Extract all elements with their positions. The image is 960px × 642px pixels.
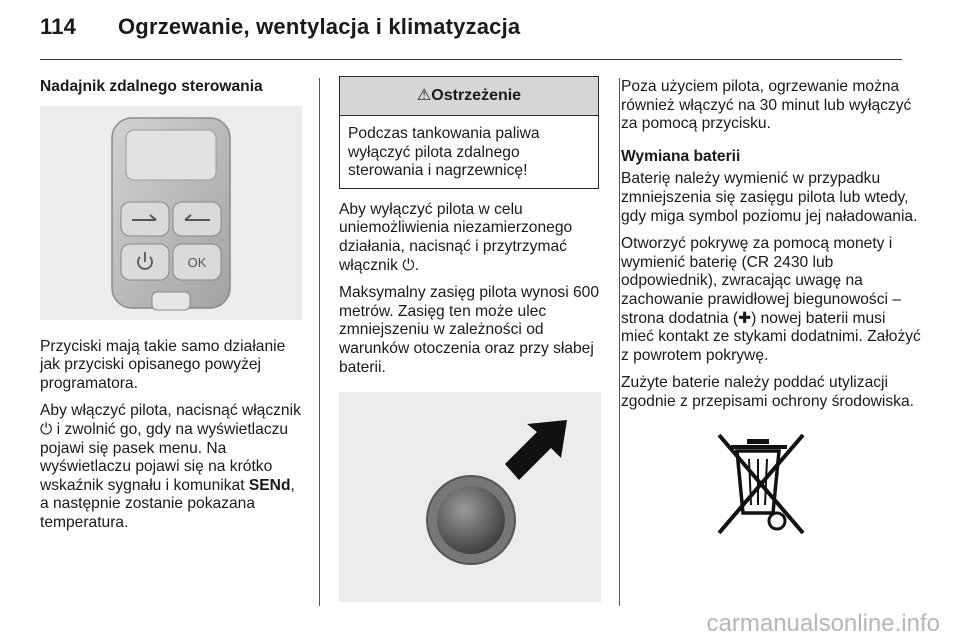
crossed-bin-icon bbox=[709, 433, 819, 538]
remote-heading: Nadajnik zdalnego sterowania bbox=[40, 78, 263, 95]
col3-paragraph-3: Otworzyć pokrywę za pomocą monety i wymienić baterię (CR 2430 lub odpowiednik), zwracając uwagę na zachowanie prawidłowej biegunowości – strona dodatnia (✚) nowej baterii musi mieć kontakt ze stykami dodatnimi. Założyć z powrotem pokrywę. bbox=[621, 235, 921, 364]
page-title: Ogrzewanie, wentylacja i klimatyzacja bbox=[118, 14, 521, 39]
warning-box bbox=[339, 76, 599, 189]
column-3 bbox=[621, 78, 921, 543]
plus-icon: ✚ bbox=[738, 309, 752, 327]
remote-control-icon bbox=[40, 106, 302, 320]
warning-text: Podczas tankowania paliwa wyłączyć pilota zdalnego sterowania i nagrzewnicę! bbox=[348, 125, 540, 180]
warning-title: Ostrzeżenie bbox=[431, 87, 522, 104]
send-message: SENd bbox=[248, 476, 291, 494]
col1-paragraph-1: Przyciski mają takie samo działanie jak przyciski opisanego powyżej programatora. bbox=[40, 337, 286, 392]
page-header bbox=[40, 14, 520, 40]
power-icon: ⏻ bbox=[402, 256, 415, 274]
heater-button-icon bbox=[339, 392, 601, 602]
column-divider-1 bbox=[319, 78, 320, 606]
warning-icon: ⚠ bbox=[416, 87, 432, 104]
col3-paragraph-1: Poza użyciem pilota, ogrzewanie można również włączyć na 30 minut lub wyłączyć za pomocą przycisku. bbox=[621, 78, 912, 133]
warning-header bbox=[340, 77, 598, 116]
header-rule bbox=[40, 59, 902, 60]
col3-paragraph-4: Zużyte baterie należy poddać utylizacji zgodnie z przepisami ochrony środowiska. bbox=[621, 374, 914, 410]
watermark: carmanualsonline.info bbox=[706, 610, 940, 637]
page-number: 114 bbox=[40, 14, 77, 39]
heater-button-figure bbox=[339, 392, 601, 602]
column-divider-2 bbox=[619, 78, 620, 606]
col3-paragraph-2: Baterię należy wymienić w przypadku zmniejszenia się zasięgu pilota lub wtedy, gdy miga symbol poziomu jej naładowania. bbox=[621, 170, 918, 225]
col2-paragraph-1: Aby wyłączyć pilota w celu uniemożliwienia niezamierzonego działania, nacisnąć i przytrzymać włącznik ⏻. bbox=[339, 200, 573, 274]
remote-ok-label: OK bbox=[187, 254, 207, 270]
col1-paragraph-2: Aby włączyć pilota, nacisnąć włącznik ⏻ i zwolnić go, gdy na wyświetlaczu pojawi się pasek menu. Na wyświetlaczu pojawi się na krótko wskaźnik sygnału i komunikat SENd, a następnie zostanie pokazana temperatura. bbox=[40, 402, 301, 531]
power-icon: ⏻ bbox=[40, 420, 53, 438]
arrow-pointer-icon bbox=[505, 420, 567, 480]
remote-control-figure bbox=[40, 106, 302, 320]
battery-heading: Wymiana baterii bbox=[621, 147, 741, 165]
col2-paragraph-2: Maksymalny zasięg pilota wynosi 600 metrów. Zasięg ten może ulec zmniejszeniu w zależności od warunków otoczenia oraz przy słabej baterii. bbox=[339, 284, 600, 376]
column-2 bbox=[339, 76, 605, 602]
column-1 bbox=[40, 78, 306, 542]
